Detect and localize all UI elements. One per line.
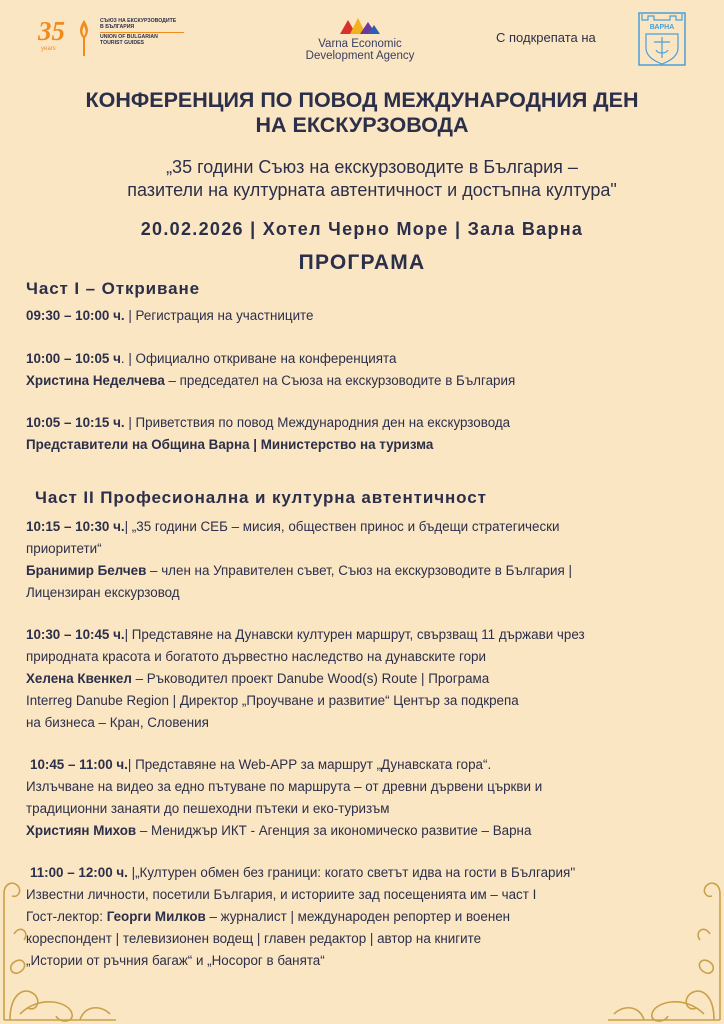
agenda-time: 10:15 – 10:30 ч.	[26, 519, 125, 534]
agenda-text-line: на бизнеса – Кран, Словения	[26, 715, 209, 730]
agenda-text-line: природната красота и богатото дървестно наследство на дунавските гори	[26, 649, 486, 664]
agenda-speaker-line	[26, 560, 706, 582]
agenda-text-line: традиционни занаяти до пешеходни пътеки и еко-туризъм	[26, 801, 390, 816]
agenda-item	[26, 624, 706, 646]
agenda-text-line: кореспондент | телевизионен водещ | главен редактор | автор на книгите	[26, 931, 482, 946]
agenda-text-line: Известни личности, посетили България, и историите зад посещенията им – част I	[26, 887, 537, 902]
vmeda-logo	[300, 16, 420, 72]
ornament-swirl-icon	[604, 874, 724, 1024]
subtitle	[60, 156, 684, 202]
vmeda-line2: Development Agency	[305, 50, 415, 62]
agenda-text-line: „Истории от ръчния багаж“ и „Носорог в банята“	[26, 953, 325, 968]
ubtg-logo-years: years	[41, 46, 56, 52]
speaker-name: Християн Михов	[26, 823, 137, 838]
speaker-role: – Мениджър ИКТ - Агенция за икономическо развитие – Варна	[136, 823, 532, 838]
ubtg-divider	[100, 32, 184, 33]
page-title	[0, 88, 724, 138]
agenda-text: | Регистрация на участниците	[124, 308, 314, 323]
title-line2: НА ЕКСКУРЗОВОДА	[255, 113, 469, 137]
logo-bar	[0, 0, 724, 80]
agenda-time: 11:00 – 12:00 ч.	[30, 865, 128, 880]
part2-title: Част II Професионална и културна автентичност	[35, 488, 487, 507]
agenda-text: | „35 години СЕБ – мисия, обществен принос и бъдещи стратегически	[124, 519, 560, 534]
ubtg-line2: В БЪЛГАРИЯ	[100, 24, 135, 31]
ubtg-logo-number: 35	[38, 16, 65, 46]
guest-label: Гост-лектор:	[26, 909, 107, 924]
speaker-role: – журналист | международен репортер и военен	[205, 909, 511, 924]
speaker-name: Хелена Квенкел	[26, 671, 132, 686]
agenda-text: | Приветствия по повод Международния ден на екскурзовода	[124, 415, 511, 430]
support-text: С подкрепата на	[496, 30, 596, 45]
agenda-time: 09:30 – 10:00 ч.	[26, 308, 125, 323]
agenda-item	[26, 348, 706, 370]
speaker-role: – председател на Съюза на екскурзоводите в България	[164, 373, 516, 388]
date-venue: 20.02.2026 | Хотел Черно Море | Зала Варна	[140, 219, 584, 239]
ubtg-logo-text	[100, 18, 188, 47]
agenda-text-line: Interreg Danube Region | Директор „Проучване и развитие“ Център за подкрепа	[26, 693, 519, 708]
agenda-text: | Представяне на Web-APP за маршрут „Дунавската гора“.	[127, 757, 492, 772]
ubtg-logo	[38, 14, 188, 66]
agenda-time: 10:30 – 10:45 ч.	[26, 627, 125, 642]
agenda-speaker-line	[26, 370, 706, 392]
agenda-text-line: приоритети“	[26, 541, 102, 556]
agenda-item	[30, 754, 710, 776]
speaker-name: Бранимир Белчев	[26, 563, 147, 578]
varna-crest-icon	[636, 10, 688, 68]
crest-text: ВАРНА	[649, 24, 675, 31]
speaker-name: Георги Милков	[106, 909, 206, 924]
speaker-name: Представители на Община Варна | Министерство на туризма	[26, 437, 434, 452]
agenda-speaker-line	[26, 820, 706, 842]
agenda-speaker-line	[26, 434, 706, 456]
agenda-text: | Представяне на Дунавски културен маршрут, свързващ 11 държави чрез	[124, 627, 585, 642]
title-line1: КОНФЕРЕНЦИЯ ПО ПОВОД МЕЖДУНАРОДНИЯ ДЕН	[85, 88, 639, 112]
agenda-text-line: Лицензиран екскурзовод	[26, 585, 180, 600]
agenda-speaker-line	[26, 668, 706, 690]
program-heading: ПРОГРАМА	[298, 251, 426, 274]
agenda-text: . | Официално откриване на конференцията	[120, 351, 397, 366]
torch-icon	[74, 18, 94, 58]
agenda-time: 10:45 – 11:00 ч.	[30, 757, 128, 772]
agenda-time: 10:05 – 10:15 ч.	[26, 415, 125, 430]
vmeda-line1: Varna Economic	[318, 38, 402, 50]
subtitle-line2: пазители на културната автентичност и достъпна култура"	[127, 180, 617, 200]
ubtg-line4: TOURIST GUIDES	[100, 40, 145, 47]
agenda-item	[26, 516, 706, 538]
speaker-role: – член на Управителен съвет, Съюз на екскурзоводите в България |	[146, 563, 572, 578]
ubtg-line1: СЪЮЗ НА ЕКСКУРЗОВОДИТЕ	[100, 18, 177, 24]
agenda-text: |„Културен обмен без граници: когато светът идва на гости в България''	[127, 865, 576, 880]
vmeda-logo-icon	[338, 16, 382, 36]
agenda-item	[26, 305, 706, 327]
speaker-name: Христина Неделчева	[26, 373, 165, 388]
subtitle-line1: „35 години Съюз на екскурзоводите в България –	[166, 157, 578, 177]
ubtg-line3: UNION OF BULGARIAN	[100, 33, 158, 40]
speaker-role: – Ръководител проект Danube Wood(s) Route | Програма	[131, 671, 490, 686]
agenda-text-line: Излъчване на видео за едно пътуване по маршрута – от древни дървени църкви и	[26, 779, 543, 794]
agenda-time: 10:00 – 10:05 ч	[26, 351, 121, 366]
ornament-swirl-icon	[0, 874, 120, 1024]
part1-title: Част I – Откриване	[26, 279, 201, 298]
agenda-item	[26, 412, 706, 434]
